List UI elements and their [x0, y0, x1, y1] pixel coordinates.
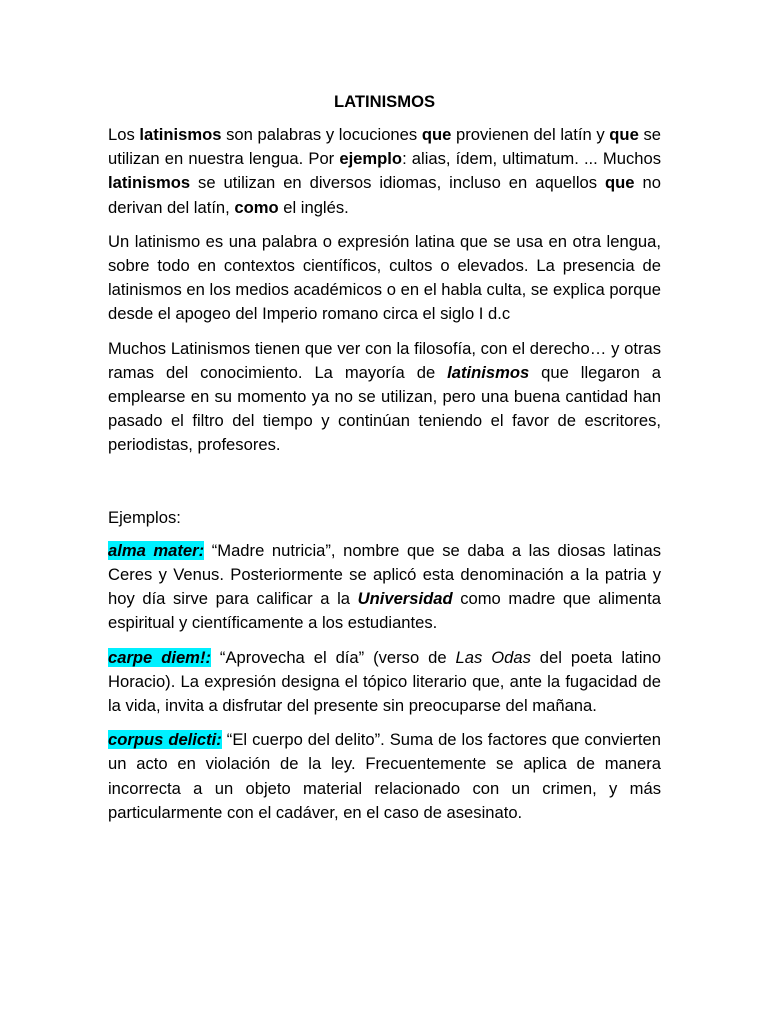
bold-run: que [605, 173, 635, 193]
text-run: “Madre nutricia”, nombre que se daba a las diosas latinas Ceres y Venus. Posteriormente se aplicó esta denominación a la patria y hoy día sirve para calificar a la [108, 540, 661, 609]
paragraph-many-latinismos [108, 337, 661, 458]
highlighted-term: carpe diem!: [108, 647, 211, 667]
bold-run: que [421, 125, 452, 144]
example-corpus-delicti [108, 728, 661, 825]
example-carpe-diem [108, 646, 661, 719]
document-title: LATINISMOS [333, 92, 436, 111]
text-run: el inglés. [278, 197, 349, 217]
bold-run: ejemplo [339, 149, 403, 169]
text-run: como madre que alimenta espiritual y científicamente a los estudiantes. [108, 589, 661, 633]
bold-italic-run: latinismos [447, 362, 530, 382]
bold-run: que [609, 125, 639, 144]
text-run: : alias, ídem, ultimatum. ... Muchos [402, 149, 661, 169]
paragraph-latinismo-explanation: Un latinismo es una palabra o expresión latina que se usa en otra lengua, sobre todo en contextos científicos, cultos o elevados. La presencia de latinismos en los medios académicos o en el habla culta, se explica porque desde el apogeo del Imperio romano circa el siglo I d.c [108, 231, 661, 324]
bold-run: latinismos [139, 125, 222, 144]
text-run: del poeta latino Horacio). La expresión designa el tópico literario que, ante la fugacidad de la vida, invita a disfrutar del presente sin preocuparse del mañana. [108, 647, 662, 716]
italic-run: Las Odas [455, 647, 531, 667]
text-run: Los [108, 125, 140, 144]
text-run: no derivan del latín, [108, 173, 661, 217]
text-run: “Aprovecha el día” (verso de [211, 647, 456, 667]
examples-label: Ejemplos: [108, 507, 181, 527]
paragraph-definition [108, 123, 661, 220]
text-run: Muchos Latinismos tienen que ver con la filosofía, con el derecho… y otras ramas del conocimiento. La mayoría de [108, 338, 661, 382]
text-run: se utilizan en nuestra lengua. Por [108, 125, 661, 169]
text-run: “El cuerpo del delito”. Suma de los factores que convierten un acto en violación de la ley. Frecuentemente se aplica de manera incorrecta a un objeto material relacionado con un crimen, y más particularmente con el cadáver, en el caso de asesinato. [108, 730, 661, 822]
example-alma-mater [108, 539, 661, 636]
bold-italic-run: Universidad [357, 589, 453, 609]
highlighted-term: corpus delicti: [108, 730, 222, 750]
bold-run: latinismos [108, 173, 191, 193]
highlighted-term: alma mater: [108, 540, 205, 560]
document-page [108, 90, 661, 835]
bold-run: como [234, 197, 279, 217]
text-run: son palabras y locuciones [221, 125, 422, 144]
text-run: provienen del latín y [451, 125, 610, 144]
text-run: que llegaron a emplearse en su momento ya no se utilizan, pero una buena cantidad han pasado el filtro del tiempo y continúan teniendo el favor de escritores, periodistas, profesores. [108, 362, 661, 455]
text-run: se utilizan en diversos idiomas, incluso en aquellos [190, 173, 606, 193]
